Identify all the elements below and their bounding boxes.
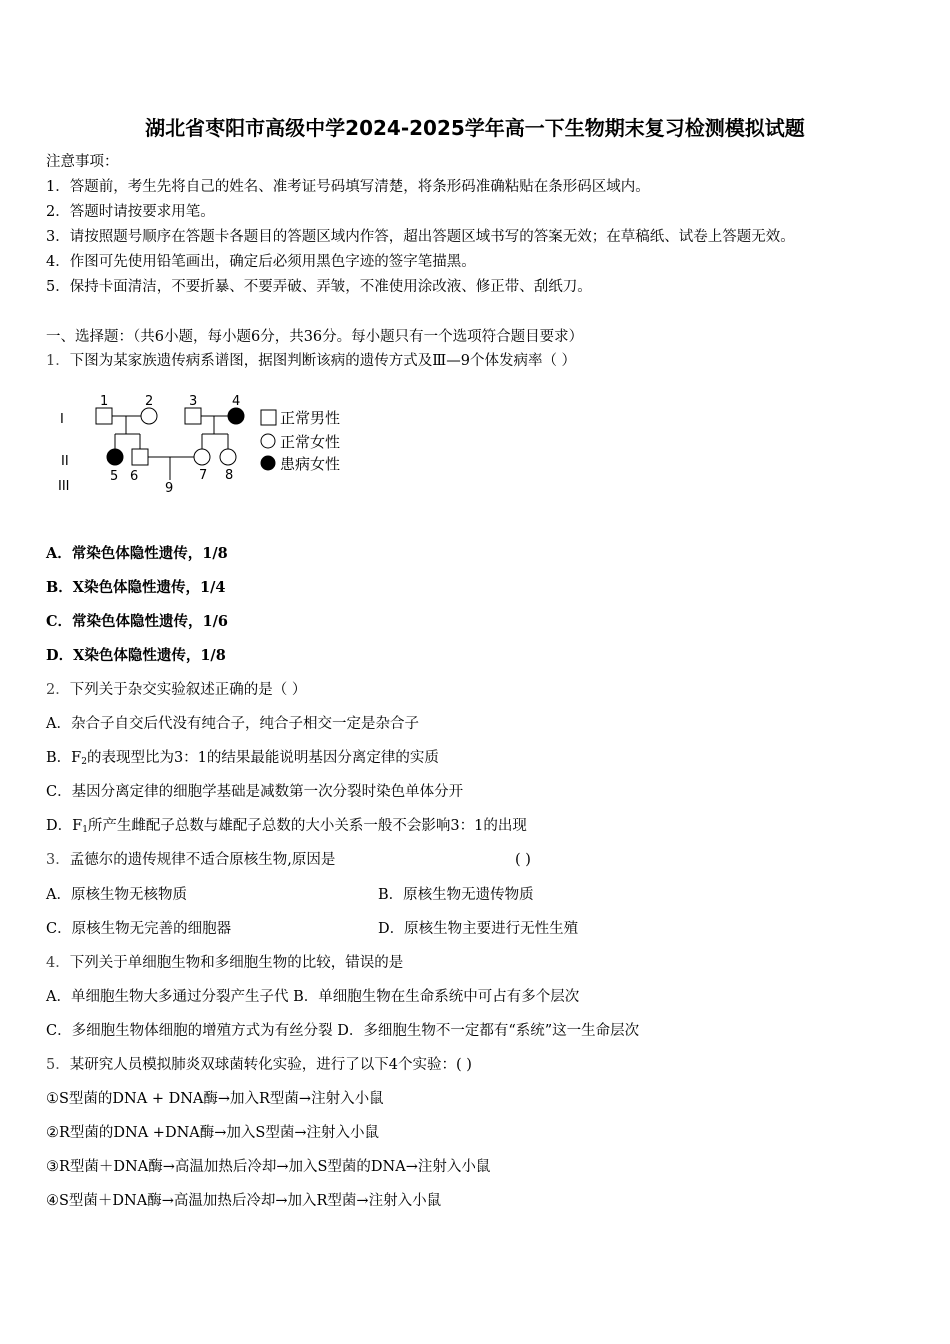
question-stem: 下列关于单细胞生物和多细胞生物的比较，错误的是 (69, 955, 404, 971)
option-a: A．原核生物无核物质 (46, 887, 187, 903)
question-stem: 下图为某家族遗传病系谱图，据图判断该病的遗传方式及Ⅲ—9个体发病率（ ） (69, 353, 577, 369)
notice-item: 3．请按照题号顺序在答题卡各题目的答题区域内作答，超出答题区域书写的答案无效；在草稿纸、试卷上答题无效。 (46, 229, 795, 245)
question-number: 2． (46, 682, 70, 698)
option-c: C．原核生物无完善的细胞器 (46, 921, 232, 937)
legend-female-symbol (261, 434, 275, 448)
question-number: 3． (46, 852, 70, 868)
pedigree-male-3 (185, 408, 201, 424)
question-4 (46, 954, 403, 972)
pedigree-number: 1 (100, 394, 109, 409)
legend-label: 患病女性 (280, 455, 341, 473)
generation-label: II (61, 454, 69, 469)
option-c: C．常染色体隐性遗传，1/6 (46, 613, 229, 630)
pedigree-number: 5 (110, 469, 119, 484)
options-row-cd: C．多细胞生物体细胞的增殖方式为有丝分裂 D．多细胞生物不一定都有“系统”这一生命层次 (46, 1023, 640, 1039)
options-row-ab: A．单细胞生物大多通过分裂产生子代 B．单细胞生物在生命系统中可占有多个层次 (46, 989, 580, 1005)
pedigree-number: 6 (130, 469, 139, 484)
pedigree-affected-female-4 (228, 408, 244, 424)
answer-paren: ( ) (515, 852, 531, 868)
section-heading: 一、选择题：（共6小题，每小题6分，共36分。每小题只有一个选项符合题目要求） (46, 329, 584, 345)
page-title: 湖北省枣阳市高级中学2024-2025学年高一下生物期末复习检测模拟试题 (145, 116, 805, 140)
notice-item: 1．答题前，考生先将自己的姓名、准考证号码填写清楚，将条形码准确粘贴在条形码区域内。 (46, 179, 650, 195)
pedigree-number: 7 (199, 468, 208, 483)
notice-item: 5．保持卡面清洁，不要折暴、不要弄破、弄皱，不准使用涂改液、修正带、刮纸刀。 (46, 279, 592, 295)
option-b: B．X染色体隐性遗传，1/4 (46, 579, 226, 596)
generation-label: III (58, 479, 70, 494)
question-stem: 下列关于杂交实验叙述正确的是（ ） (69, 682, 307, 698)
pedigree-number: 8 (225, 468, 234, 483)
pedigree-number: 3 (189, 394, 198, 409)
pedigree-affected-female-5 (107, 449, 123, 465)
pedigree-female-8 (220, 449, 236, 465)
option-c: C．基因分离定律的细胞学基础是减数第一次分裂时染色单体分开 (46, 784, 464, 800)
experiment-item: ③R型菌＋DNA酶→高温加热后冷却→加入S型菌的DNA→注射入小鼠 (46, 1159, 491, 1175)
notice-item: 2．答题时请按要求用笔。 (46, 204, 215, 220)
question-number: 4． (46, 955, 70, 971)
option-a: A．常染色体隐性遗传，1/8 (46, 545, 228, 562)
pedigree-number: 4 (232, 394, 241, 409)
pedigree-female-7 (194, 449, 210, 465)
legend-affected-symbol (261, 456, 275, 470)
pedigree-number: 9 (165, 481, 174, 496)
question-number: 1． (46, 353, 70, 369)
experiment-item: ④S型菌＋DNA酶→高温加热后冷却→加入R型菌→注射入小鼠 (46, 1193, 442, 1209)
legend-label: 正常男性 (280, 409, 341, 427)
pedigree-male-6 (132, 449, 148, 465)
option-b: B．原核生物无遗传物质 (378, 887, 534, 903)
option-d: D．X染色体隐性遗传，1/8 (46, 647, 226, 664)
notice-heading: 注意事项： (46, 154, 119, 170)
pedigree-chart (48, 388, 358, 498)
option-b: B．$F_2$的表现型比为3：1的结果最能说明基因分离定律的实质 (46, 750, 439, 767)
question-stem: 某研究人员模拟肺炎双球菌转化实验，进行了以下4个实验：( ) (69, 1057, 472, 1073)
option-a: A．杂合子自交后代没有纯合子，纯合子相交一定是杂合子 (46, 716, 419, 732)
option-d: D．原核生物主要进行无性生殖 (378, 921, 579, 937)
legend-male-symbol (261, 410, 276, 425)
experiment-item: ①S型菌的DNA + DNA酶→加入R型菌→注射入小鼠 (46, 1091, 384, 1107)
option-d: D．$F_1$所产生雌配子总数与雄配子总数的大小关系一般不会影响3：1的出现 (46, 818, 527, 835)
question-stem: 孟德尔的遗传规律不适合原核生物,原因是 (69, 852, 336, 868)
pedigree-number: 2 (145, 394, 154, 409)
question-1 (46, 352, 576, 370)
question-3 (46, 851, 335, 869)
question-5 (46, 1056, 472, 1074)
pedigree-female-2 (141, 408, 157, 424)
notice-item: 4．作图可先使用铅笔画出，确定后必须用黑色字迹的签字笔描黑。 (46, 254, 476, 270)
generation-label: I (60, 412, 64, 427)
legend-label: 正常女性 (280, 433, 341, 451)
experiment-item: ②R型菌的DNA +DNA酶→加入S型菌→注射入小鼠 (46, 1125, 379, 1141)
question-number: 5． (46, 1057, 70, 1073)
pedigree-male-1 (96, 408, 112, 424)
question-2 (46, 681, 306, 699)
